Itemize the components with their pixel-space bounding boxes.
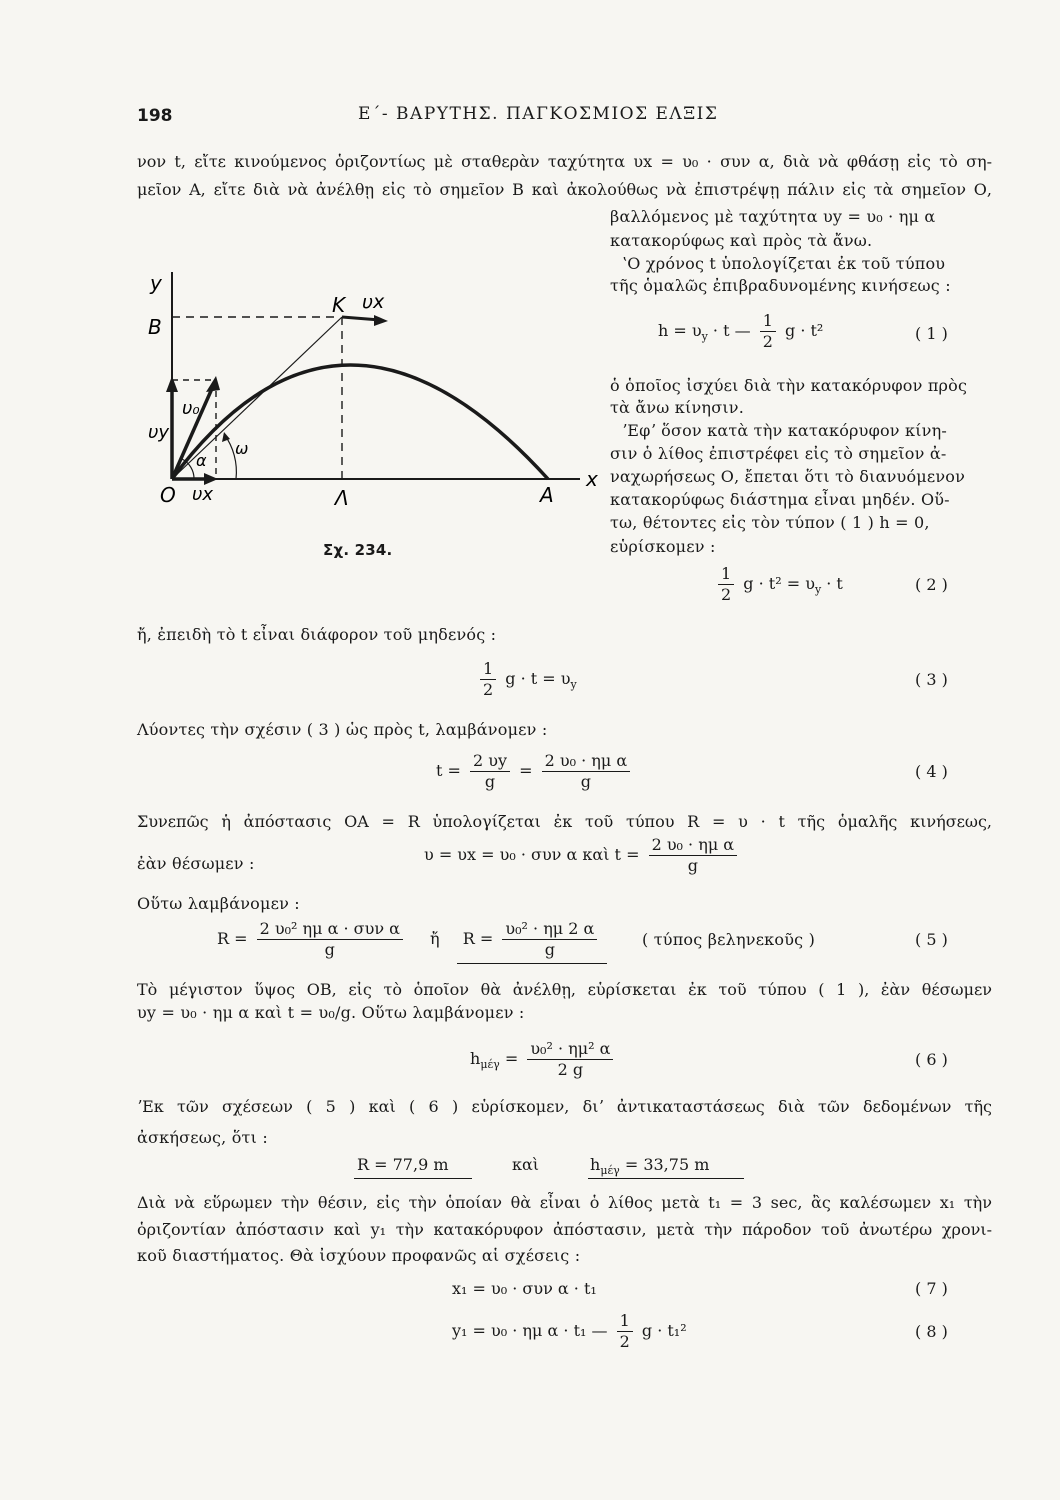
equation-7-number: ( 7 ) bbox=[915, 1279, 948, 1298]
label-ux-top: υx bbox=[362, 291, 385, 313]
result-max-height-underline bbox=[588, 1178, 744, 1179]
equation-3-number: ( 3 ) bbox=[915, 670, 948, 689]
label-O: O bbox=[160, 483, 176, 507]
figure-caption: Σχ. 234. bbox=[323, 541, 393, 559]
hence-line: Συνεπῶς ἡ ἀπόστασις ΟΑ = R ὑπολογίζεται ἐκ τοῦ τύπου R = υ · t τῆς ὁμαλῆς κινήσεως, bbox=[137, 812, 992, 831]
label-x: x bbox=[586, 467, 598, 491]
equation-substitution: υ = υx = υ₀ · συν α καὶ t = $\frac{\text{2 υ₀ · ημ α}}{g}$ bbox=[424, 836, 741, 875]
right-line-7: ʼΕφʼ ὅσον κατὰ τὴν κατακόρυφον κίνη- bbox=[622, 421, 948, 440]
right-line-8: σιν ὁ λίθος ἐπιστρέφει εἰς τὸ σημεῖον ἀ- bbox=[610, 444, 947, 463]
ux-top-arrowhead bbox=[374, 315, 388, 326]
equation-1-number: ( 1 ) bbox=[915, 324, 948, 343]
label-ux-bottom: υx bbox=[192, 484, 214, 505]
label-Lambda: Λ bbox=[335, 486, 349, 510]
from-relations-line-2: ἀσκήσεως, ὅτι : bbox=[137, 1128, 268, 1147]
equation-6: $h_{\mu έ\gamma}$ = $\frac{\text{υ₀² · ημ² α}}{2 g}$ bbox=[470, 1040, 617, 1079]
from-relations-line-1: ʼΕκ τῶν σχέσεων ( 5 ) καὶ ( 6 ) εὑρίσκομεν, διʼ ἀντικαταστάσεως διὰ τῶν δεδομένων τῆς bbox=[137, 1097, 992, 1116]
max-height-line-2: υy = υ₀ · ημ α καὶ t = υ₀/g. Οὕτω λαμβάνομεν : bbox=[137, 1003, 525, 1022]
label-A: A bbox=[540, 483, 554, 507]
result-and: καὶ bbox=[512, 1155, 540, 1174]
running-title: Ε΄- ΒΑΡΥΤΗΣ. ΠΑΓΚΟΣΜΙΟΣ ΕΛΞΙΣ bbox=[358, 104, 719, 124]
since-line: ἤ, ἐπειδὴ τὸ t εἶναι διάφορον τοῦ μηδενός : bbox=[137, 625, 497, 644]
position-line-2: ὁριζοντίαν ἀπόστασιν καὶ y₁ τὴν κατακόρυφον ἀπόστασιν, μετὰ τὴν πάροδον τοῦ ἀνωτέρω χρονι- bbox=[137, 1220, 992, 1239]
right-line-3: ʽΟ χρόνος t ὑπολογίζεται ἐκ τοῦ τύπου bbox=[622, 254, 946, 273]
right-line-12: εὑρίσκομεν : bbox=[610, 537, 716, 556]
solving-line: Λύοντες τὴν σχέσιν ( 3 ) ὡς πρὸς t, λαμβάνομεν : bbox=[137, 720, 548, 739]
if-we-set-line: ἐὰν θέσωμεν : bbox=[137, 854, 255, 873]
equation-8-number: ( 8 ) bbox=[915, 1322, 948, 1341]
equation-5-number: ( 5 ) bbox=[915, 930, 948, 949]
range-formula-note: ( τύπος βεληνεκοῦς ) bbox=[642, 930, 816, 949]
page-number: 198 bbox=[137, 106, 173, 126]
thus-line: Οὕτω λαμβάνομεν : bbox=[137, 894, 300, 913]
equation-8: y₁ = υ₀ · ημ α · t₁ — $\frac{1}{2}$ g · t₁² bbox=[452, 1311, 687, 1351]
position-line-3: κοῦ διαστήματος. Θὰ ἰσχύουν προφανῶς αἱ σχέσεις : bbox=[137, 1246, 581, 1265]
label-y: y bbox=[150, 271, 162, 295]
right-line-5: ὁ ὁποῖος ἰσχύει διὰ τὴν κατακόρυφον πρὸς bbox=[610, 376, 968, 395]
result-range-underline bbox=[354, 1178, 472, 1179]
equation-4-number: ( 4 ) bbox=[915, 762, 948, 781]
equation-2-number: ( 2 ) bbox=[915, 575, 948, 594]
right-line-4: τῆς ὁμαλῶς ἐπιβραδυνομένης κινήσεως : bbox=[610, 276, 951, 295]
right-line-6: τὰ ἄνω κίνησιν. bbox=[610, 398, 744, 417]
result-max-height: $h_{\mu έ\gamma} = 33,75$ m bbox=[590, 1155, 710, 1178]
equation-6-number: ( 6 ) bbox=[915, 1050, 948, 1069]
right-line-1: βαλλόμενος μὲ ταχύτητα υy = υ₀ · ημ α bbox=[610, 207, 936, 226]
trajectory-curve bbox=[172, 365, 548, 479]
uy-arrowhead bbox=[166, 376, 178, 392]
position-line-1: Διὰ νὰ εὕρωμεν τὴν θέσιν, εἰς τὴν ὁποίαν θὰ εἶναι ὁ λίθος μετὰ t₁ = 3 sec, ἂς καλέσωμεν x₁ τὴν bbox=[137, 1193, 992, 1212]
equation-3: $\frac{1}{2}$ $g \cdot t = \upsilon_y$ bbox=[476, 660, 577, 699]
u0-arrowhead bbox=[206, 376, 220, 392]
label-uy: υy bbox=[148, 422, 170, 443]
label-K: K bbox=[332, 293, 346, 317]
right-line-10: κατακορύφως διάστημα εἶναι μηδέν. Οὕ- bbox=[610, 490, 950, 509]
label-u0: υ₀ bbox=[182, 398, 200, 419]
label-alpha: α bbox=[196, 451, 207, 470]
equation-5-underline bbox=[457, 963, 607, 964]
max-height-line-1: Τὸ μέγιστον ὕψος ΟΒ, εἰς τὸ ὁποῖον θὰ ἀνέλθῃ, εὑρίσκεται ἐκ τοῦ τύπου ( 1 ), ἐὰν θέσωμεν bbox=[137, 980, 992, 999]
projectile-figure bbox=[140, 262, 610, 532]
result-range: R = 77,9 m bbox=[357, 1155, 449, 1174]
right-line-9: ναχωρήσεως Ο, ἔπεται ὅτι τὸ διανυόμενον bbox=[610, 467, 966, 486]
equation-7: x₁ = υ₀ · συν α · t₁ bbox=[452, 1279, 597, 1298]
equation-5: R = $\frac{\text{2 υ₀² ημ α · συν α}}{g}$ ἤ R = $\frac{\text{υ₀² · ημ 2 α}}{g}$ bbox=[217, 920, 601, 959]
equation-4: t = $\frac{2 \upsilon y}{g}$ = $\frac{\text{2 υ₀ · ημ α}}{g}$ bbox=[436, 752, 634, 791]
label-B: B bbox=[148, 315, 162, 339]
intro-line-2: μεῖον Α, εἴτε διὰ νὰ ἀνέλθῃ εἰς τὸ σημεῖον Β καὶ ἀκολούθως νὰ ἐπιστρέψῃ πάλιν εἰς τὰ σημεῖον Ο, bbox=[137, 180, 992, 199]
label-omega: ω bbox=[235, 439, 249, 458]
equation-1: $h = \upsilon_y \cdot t$ — $\frac{1}{2}$ g · t² bbox=[658, 311, 824, 351]
right-line-2: κατακορύφως καὶ πρὸς τὰ ἄνω. bbox=[610, 231, 873, 250]
right-line-11: τω, θέτοντες εἰς τὸν τύπον ( 1 ) h = 0, bbox=[610, 513, 930, 532]
equation-2: $\frac{1}{2}$ $g \cdot t^2 = \upsilon_y \cdot t$ bbox=[714, 565, 843, 604]
intro-line-1: νον t, εἴτε κινούμενος ὁριζοντίως μὲ σταθερὰν ταχύτητα υx = υ₀ · συν α, διὰ νὰ φθάσῃ εἰς τὸ ση- bbox=[137, 152, 992, 171]
